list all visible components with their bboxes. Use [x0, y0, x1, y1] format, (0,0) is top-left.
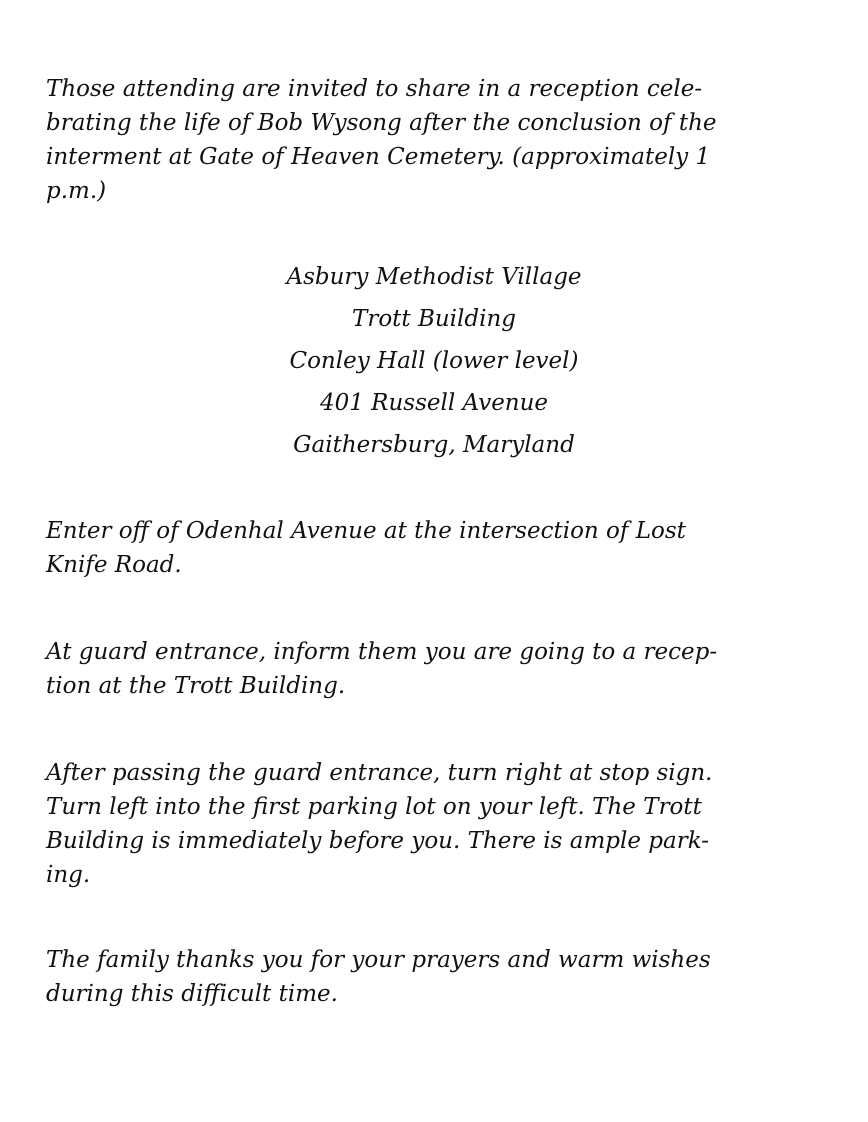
building-name: Trott Building: [351, 306, 517, 332]
paragraph-line: Turn left into the first parking lot on your left. The Trott: [46, 794, 702, 820]
paragraph-line: After passing the guard entrance, turn right at stop sign.: [46, 760, 713, 786]
paragraph-line: ing.: [46, 862, 91, 888]
parking-paragraph: [46, 756, 846, 892]
paragraph-line: p.m.): [46, 178, 107, 204]
paragraph-line: during this difficult time.: [46, 981, 338, 1007]
paragraph-line: Building is immediately before you. There is ample park-: [46, 828, 710, 854]
paragraph-line: At guard entrance, inform them you are going to a recep-: [46, 639, 718, 665]
city-state: Gaithersburg, Maryland: [293, 432, 575, 458]
paragraph-line: Those attending are invited to share in a reception cele-: [46, 76, 703, 102]
paragraph-line: Knife Road.: [46, 552, 182, 578]
reception-paragraph: [46, 72, 846, 208]
thanks-paragraph: [46, 943, 846, 1011]
street-address: 401 Russell Avenue: [319, 390, 549, 416]
hall-name: Conley Hall (lower level): [289, 348, 579, 374]
paragraph-line: brating the life of Bob Wysong after the conclusion of the: [46, 110, 717, 136]
paragraph-line: Enter off of Odenhal Avenue at the intersection of Lost: [46, 518, 686, 544]
entrance-paragraph: [46, 514, 846, 582]
paragraph-line: The family thanks you for your prayers and warm wishes: [46, 947, 711, 973]
paragraph-line: tion at the Trott Building.: [46, 673, 346, 699]
venue-address-block: [0, 256, 868, 466]
paragraph-line: interment at Gate of Heaven Cemetery. (approximately 1: [46, 144, 711, 170]
guard-paragraph: [46, 635, 846, 703]
venue-name: Asbury Methodist Village: [286, 264, 582, 290]
